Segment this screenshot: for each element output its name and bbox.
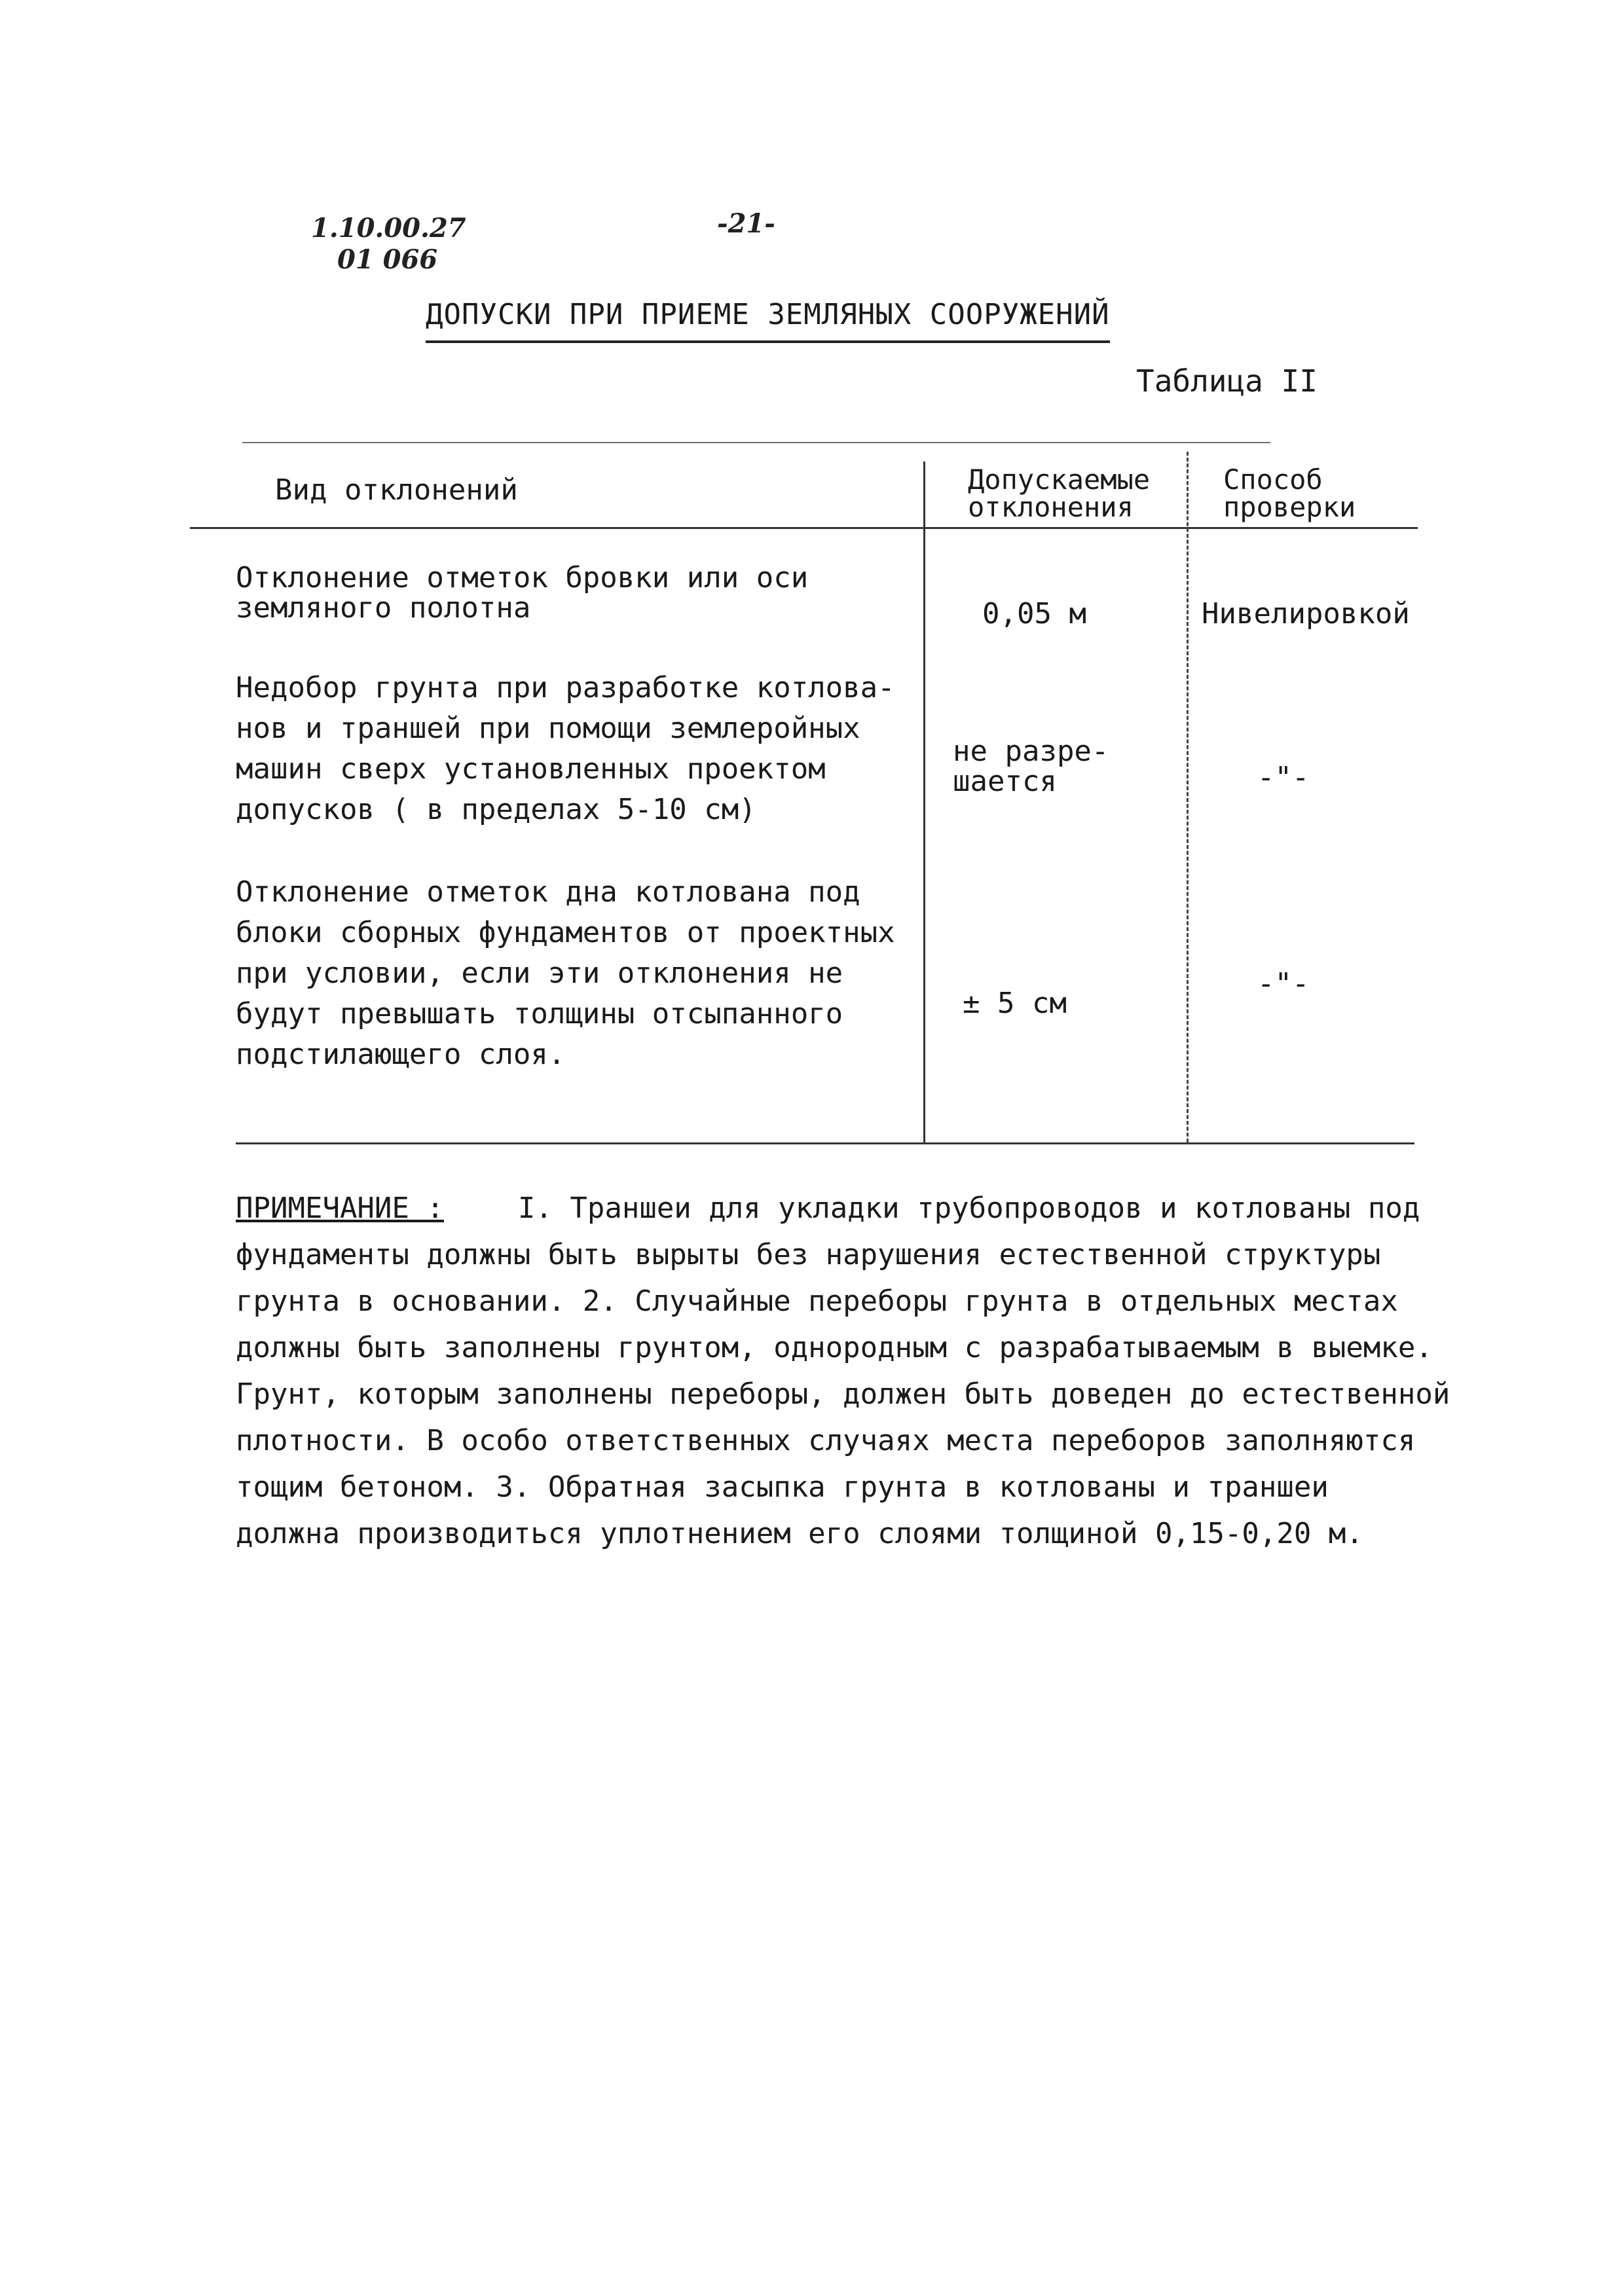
note-line-2: фундаменты должны быть вырыты без нарушения естественной структуры [236, 1238, 1381, 1271]
table-row-1-kind: Отклонение отметок бровки или оси земляного полотна [236, 561, 809, 625]
page-title: ДОПУСКИ ПРИ ПРИЕМЕ ЗЕМЛЯНЫХ СООРУЖЕНИЙ [426, 298, 1110, 331]
note-line-5: Грунт, которым заполнены переборы, должен быть доведен до естественной [236, 1377, 1450, 1411]
note-line-4: должны быть заполнены грунтом, однородным с разрабатываемым в выемке. [236, 1331, 1433, 1364]
page-number: -21- [717, 208, 775, 239]
table-row-3-kind: Отклонение отметок дна котлована под блоки сборных фундаментов от проектных при условии, если эти отклонения не будут превышать толщины отсыпанного подстилающего слоя. [236, 875, 895, 1071]
note-block [236, 1185, 1480, 1557]
column-header-kind: Вид отклонений [275, 473, 518, 507]
table-column-divider-2 [1187, 452, 1189, 1142]
note-line-6: плотности. В особо ответственных случаях места переборов заполняются [236, 1424, 1416, 1457]
note-line-1 [236, 1185, 1480, 1231]
table-row-1-method: Нивелировкой [1202, 597, 1410, 630]
table-row-1-tolerance: 0,05 м [982, 597, 1086, 630]
table-header-rule [190, 527, 1418, 529]
table-caption: Таблица II [1136, 363, 1318, 399]
table-top-rule [242, 442, 1270, 443]
note-text-1: I. Траншеи для укладки трубопроводов и котлованы под [517, 1192, 1420, 1225]
note-line-7: тощим бетоном. 3. Обратная засыпка грунта в котлованы и траншеи [236, 1470, 1329, 1504]
table-row-3-method: -"- [1257, 967, 1310, 1000]
note-heading: ПРИМЕЧАНИЕ : [236, 1192, 444, 1225]
table-column-divider-1 [923, 462, 925, 1142]
note-line-8: должна производиться уплотнением его слоями толщиной 0,15-0,20 м. [236, 1517, 1363, 1550]
table-row-2-kind: Недобор грунта при разработке котлова- нов и траншей при помощи землеройных машин сверх установленных проектом допусков ( в пределах 5-10 см) [236, 671, 895, 826]
document-code [311, 213, 466, 276]
title-underline [426, 340, 1110, 343]
column-header-tolerance: Допускаемые отклонения [968, 464, 1151, 523]
table-row-3-tolerance: ± 5 см [963, 987, 1067, 1020]
table-bottom-rule [236, 1142, 1414, 1144]
table-row-2-method: -"- [1257, 761, 1310, 794]
document-code-line1: 1.10.00.27 [311, 213, 466, 244]
column-header-method: Способ проверки [1223, 464, 1356, 523]
document-code-line2: 01 066 [337, 244, 438, 275]
table-row-2-tolerance: не разре- шается [953, 735, 1109, 798]
note-line-3: грунта в основании. 2. Случайные переборы грунта в отдельных местах [236, 1285, 1398, 1318]
